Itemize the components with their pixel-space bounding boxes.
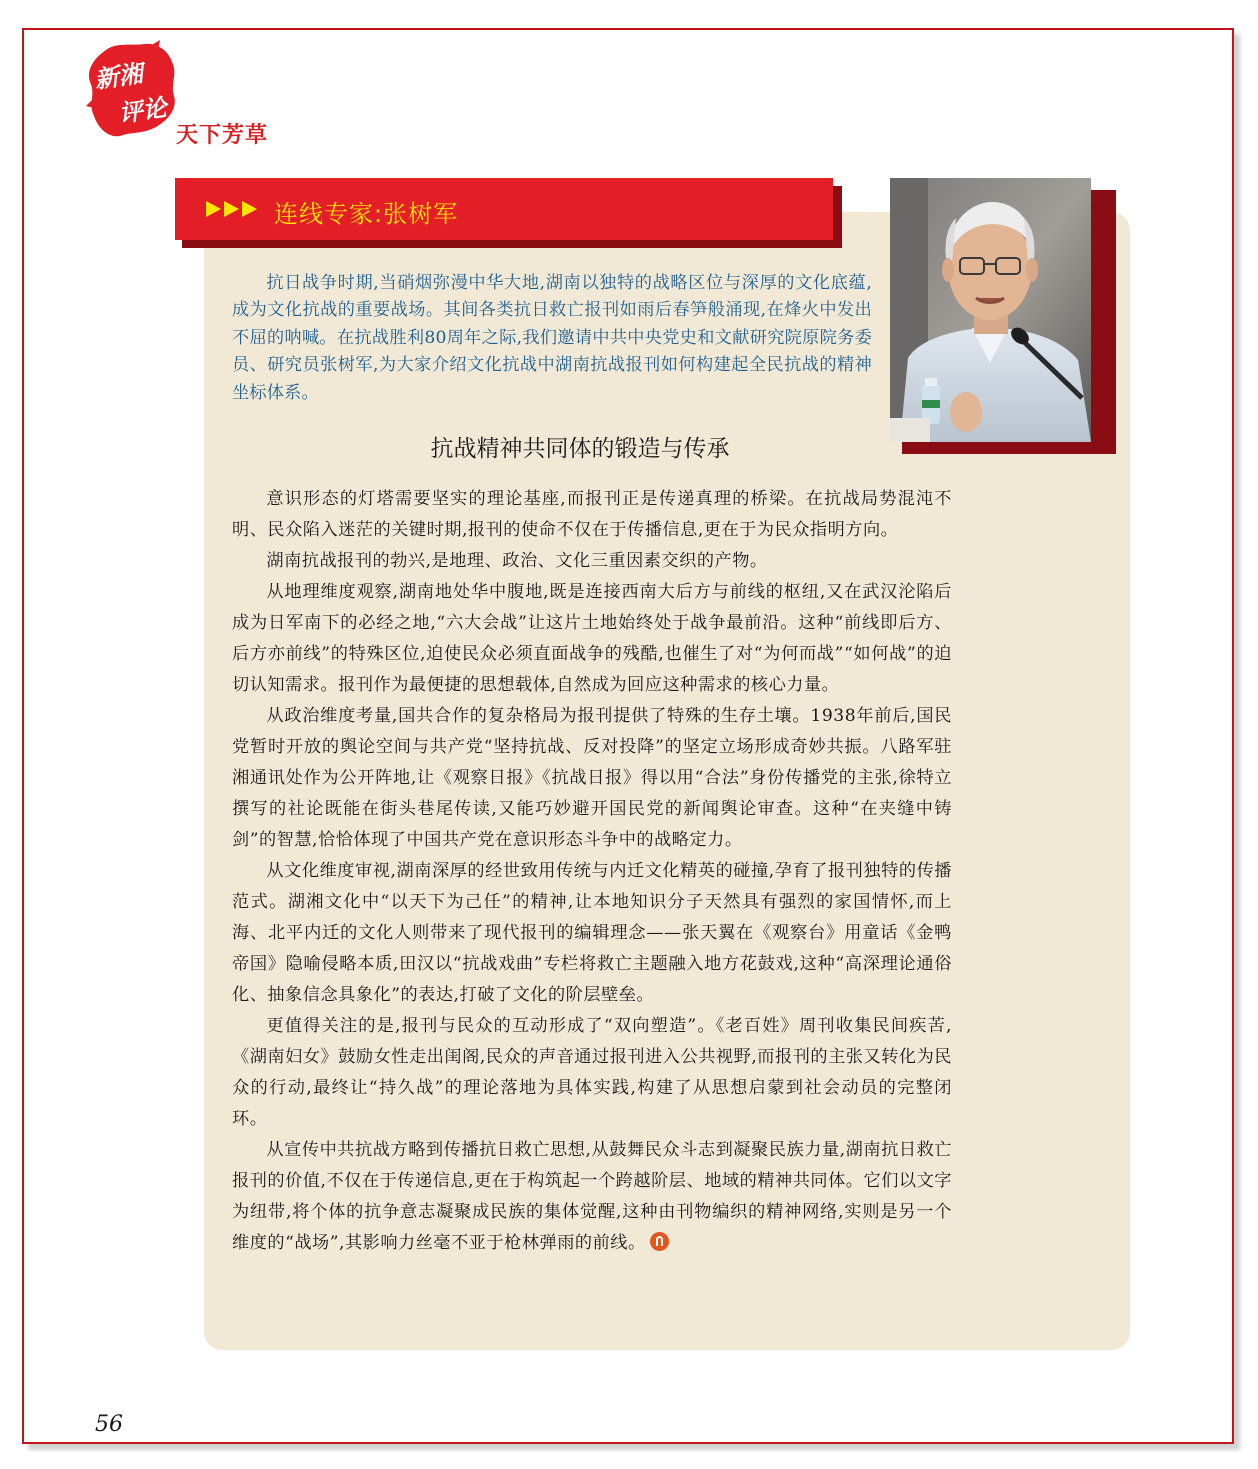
- paragraph: 从文化维度审视,湖南深厚的经世致用传统与内迁文化精英的碰撞,孕育了报刊独特的传播范式。湖湘文化中“以天下为己任”的精神,让本地知识分子天然具有强烈的家国情怀,而上海、北平内迁的文化人则带来了现代报刊的编辑理念——张天翼在《观察台》用童话《金鸭帝国》隐喻侵略本质,田汉以“抗战戏曲”专栏将救亡主题融入地方花鼓戏,这种“高深理论通俗化、抽象信念具象化”的表达,打破了文化的阶层壁垒。: [232, 861, 952, 1005]
- article-body: [232, 484, 952, 1259]
- paragraph: 更值得关注的是,报刊与民众的互动形成了“双向塑造”。《老百姓》周刊收集民间疾苦,《湖南妇女》鼓励女性走出闺阁,民众的声音通过报刊进入公共视野,而报刊的主张又转化为民众的行动,最终让“持久战”的理论落地为具体实践,构建了从思想启蒙到社会动员的完整闭环。: [232, 1016, 952, 1129]
- end-mark-icon: [650, 1232, 669, 1251]
- paragraph: 意识形态的灯塔需要坚实的理论基座,而报刊正是传递真理的桥梁。在抗战局势混沌不明、民众陷入迷茫的关键时期,报刊的使命不仅在于传播信息,更在于为民众指明方向。: [232, 489, 952, 540]
- paragraph-text: 从宣传中共抗战方略到传播抗日救亡思想,从鼓舞民众斗志到凝聚民族力量,湖南抗日救亡报刊的价值,不仅在于传递信息,更在于构筑起一个跨越阶层、地域的精神共同体。它们以文字为纽带,将个体的抗争意志凝聚成民族的集体觉醒,这种由刊物编织的精神网络,实则是另一个维度的“战场”,其影响力丝毫不亚于枪林弹雨的前线。: [232, 1140, 952, 1253]
- svg-text:新湘: 新湘: [92, 58, 145, 94]
- column-title: 天下芳草: [176, 123, 269, 148]
- triple-arrow-icon: [206, 199, 260, 219]
- paragraph: 湖南抗战报刊的勃兴,是地理、政治、文化三重因素交织的产物。: [266, 551, 768, 571]
- intro-text: 抗日战争时期,当硝烟弥漫中华大地,湖南以独特的战略区位与深厚的文化底蕴,成为文化抗战的重要战场。其间各类抗日救亡报刊如雨后春笋般涌现,在烽火中发出不屈的呐喊。在抗战胜利80周年之际,我们邀请中共中央党史和文献研究院原院务委员、研究员张树军,为大家介绍文化抗战中湖南抗战报刊如何构建起全民抗战的精神坐标体系。: [232, 273, 872, 403]
- paragraph: 从政治维度考量,国共合作的复杂格局为报刊提供了特殊的生存土壤。1938年前后,国民党暂时开放的舆论空间与共产党“坚持抗战、反对投降”的坚定立场形成奇妙共振。八路军驻湘通讯处作为公开阵地,让《观察日报》《抗战日报》得以用“合法”身份传播党的主张,徐特立撰写的社论既能在街头巷尾传读,又能巧妙避开国民党的新闻舆论审查。这种“在夹缝中铸剑”的智慧,恰恰体现了中国共产党在意识形态斗争中的战略定力。: [232, 706, 952, 850]
- page-number: 56: [95, 1412, 123, 1437]
- article-title: 抗战精神共同体的锻造与传承: [430, 436, 730, 462]
- expert-portrait-photo: [890, 178, 1091, 442]
- svg-text:评论: 评论: [116, 92, 169, 128]
- paragraph-last: [232, 1135, 952, 1259]
- paragraph: 从地理维度观察,湖南地处华中腹地,既是连接西南大后方与前线的枢纽,又在武汉沦陷后成为日军南下的必经之地,“六大会战”让这片土地始终处于战争最前沿。这种“前线即后方、后方亦前线”的特殊区位,迫使民众必须直面战争的残酷,也催生了对“为何而战”“如何战”的迫切认知需求。报刊作为最便捷的思想载体,自然成为回应这种需求的核心力量。: [232, 582, 952, 695]
- section-header-label: 连线专家:张树军: [274, 200, 459, 228]
- xinxiang-pinglun-logo: [86, 40, 178, 138]
